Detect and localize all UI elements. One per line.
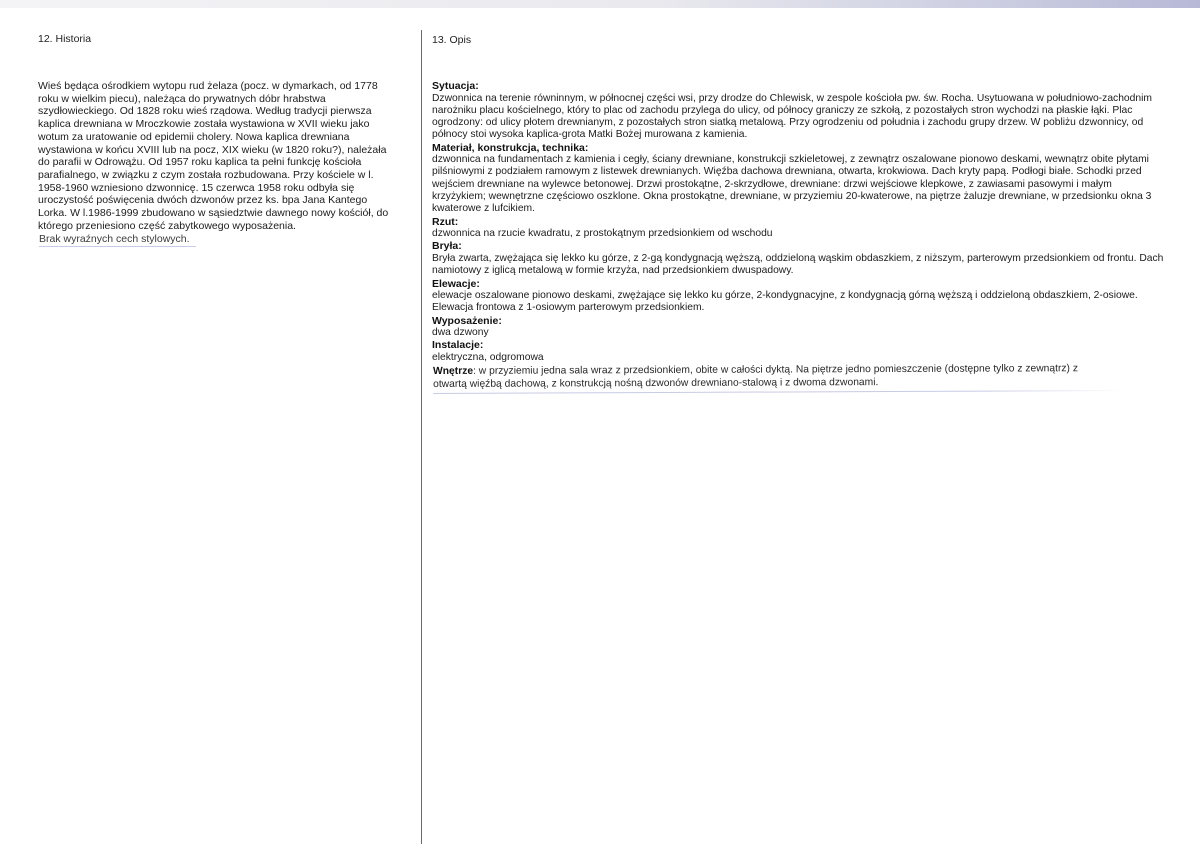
- scan-edge-shading: [0, 0, 1200, 8]
- description-sections: [432, 80, 1168, 394]
- section-text: dwa dzwony: [432, 327, 489, 339]
- section-material: [432, 142, 1168, 216]
- history-body: Wieś będąca ośrodkiem wytopu rud żelaza (pocz. w dymarkach, od 1778 roku w wielkim piecu), należąca do prywatnych dóbr hrabstwa szydłowieckiego. Od 1828 roku wieś rządowa. Według tradycji pierwsza kaplica drewniana w Mroczkowie została wystawiona w XVII wieku jako wotum za uratowanie od epidemii cholery. Nowa kaplica drewniana wystawiona w końcu XVIII lub na pocz, XIX wieku (w 1820 roku?), należała do parafii w Odrowążu. Od 1957 roku kaplica ta pełni funkcję kościoła parafialnego, w związku z czym została rozbudowana. Przy kościele w l. 1958-1960 wzniesiono dzwonnicę. 15 czerwca 1958 roku odbyła się uroczystość poświęcenia dwóch dzwonów przez ks. bpa Jana Kantego Lorka. W l.1986-1999 zbudowano w sąsiedztwie dawnego nowy kościół, do którego przeniesiono część zabytkowego wyposażenia.: [38, 80, 389, 232]
- section-bryla: [432, 240, 1168, 277]
- section-label: Bryła:: [432, 240, 462, 253]
- section-text: dzwonnica na fundamentach z kamienia i cegły, ściany drewniane, konstrukcji szkieletowej, z zewnątrz oszalowane pionowo deskami, wewnątrz obite płytami pilśniowymi z podziałem ramowym z listewek drewnianych. Więźba dachowa drewniana, otwarta, krokwiowa. Dach kryty papą. Podłogi białe. Schodki przed wejściem drewniane na wylewce betonowej. Drzwi prostokątne, 2-skrzydłowe, drewniane: drzwi wejściowe klepkowe, z zawiasami pasowymi i małym krzyżykiem; wewnętrzne częściowo oszklone. Okna prostokątne, drewniane, w przyziemiu 20-kwaterowe, na piętrze żaluzje drewniane, w przedsionku okna 3 kwaterowe z lufcikiem.: [432, 154, 1152, 215]
- section-sytuacja: [432, 80, 1168, 142]
- section-wyposazenie: [432, 315, 1168, 340]
- section-label: Rzut:: [432, 215, 459, 228]
- interior-text: : w przyziemiu jedna sala wraz z przedsionkiem, obite w całości dyktą. Na piętrze jedno pomieszczenie (dostępne tylko z zewnątrz) z otwartą więźbą dachową, z konstrukcją nośną dzwonów drewniano-stalową i z dwoma dzwonami.: [433, 363, 1079, 391]
- interior-underline: [433, 390, 1123, 394]
- history-text-block: [38, 80, 398, 247]
- section-text: Bryła zwarta, zwężająca się lekko ku górze, z 2-gą kondygnacją węższą, oddzieloną wąskim obdaszkiem, z niższym, parterowym przedsionkiem od frontu. Dach namiotowy z iglicą metalową w formie krzyża, nad przedsionkiem dwuspadowy.: [432, 252, 1164, 277]
- section-text: dzwonnica na rzucie kwadratu, z prostokątnym przedsionkiem od wschodu: [432, 228, 773, 240]
- style-note: Brak wyraźnych cech stylowych.: [39, 233, 196, 247]
- section-wnetrze: [433, 362, 1113, 394]
- description-column: [432, 34, 1168, 394]
- description-heading: 13. Opis: [432, 34, 472, 46]
- history-column: [38, 33, 398, 247]
- section-elewacje: [432, 278, 1168, 315]
- section-rzut: [432, 216, 1168, 241]
- interior-label: Wnętrze: [433, 366, 474, 378]
- section-instalacje: [432, 339, 1168, 364]
- section-text: elektryczna, odgromowa: [432, 351, 544, 363]
- section-label: Materiał, konstrukcja, technika:: [432, 141, 589, 154]
- column-divider: [421, 30, 422, 844]
- section-label: Sytuacja:: [432, 80, 479, 92]
- history-heading: 12. Historia: [38, 33, 92, 45]
- section-text: Dzwonnica na terenie równinnym, w północnej części wsi, przy drodze do Chlewisk, w zespole kościoła pw. św. Rocha. Usytuowana w południowo-zachodnim narożniku placu kościelnego, który to plac od zachodu przylega do ulicy, od północy graniczy ze szkołą, z pozostałych stron wychodzi na płaskie łąki. Plac ogrodzony: od ulicy płotem drewnianym, z pozostałych stron siatką metalową. Przy ogrodzeniu od południa i zachodu grupy drzew. W pobliżu dzwonnicy, od północy stoi wysoka kaplica-grota Matki Bożej murowana z kamienia.: [432, 92, 1152, 141]
- section-label: Instalacje:: [432, 339, 484, 352]
- section-label: Elewacje:: [432, 277, 480, 290]
- section-label: Wyposażenie:: [432, 314, 502, 327]
- section-text: elewacje oszalowane pionowo deskami, zwężające się lekko ku górze, 2-kondygnacyjne, z kondygnacją górną węższą i oddzieloną obdaszkiem, 2-osiowe. Elewacja frontowa z 1-osiowym parterowym przedsionkiem.: [432, 290, 1138, 314]
